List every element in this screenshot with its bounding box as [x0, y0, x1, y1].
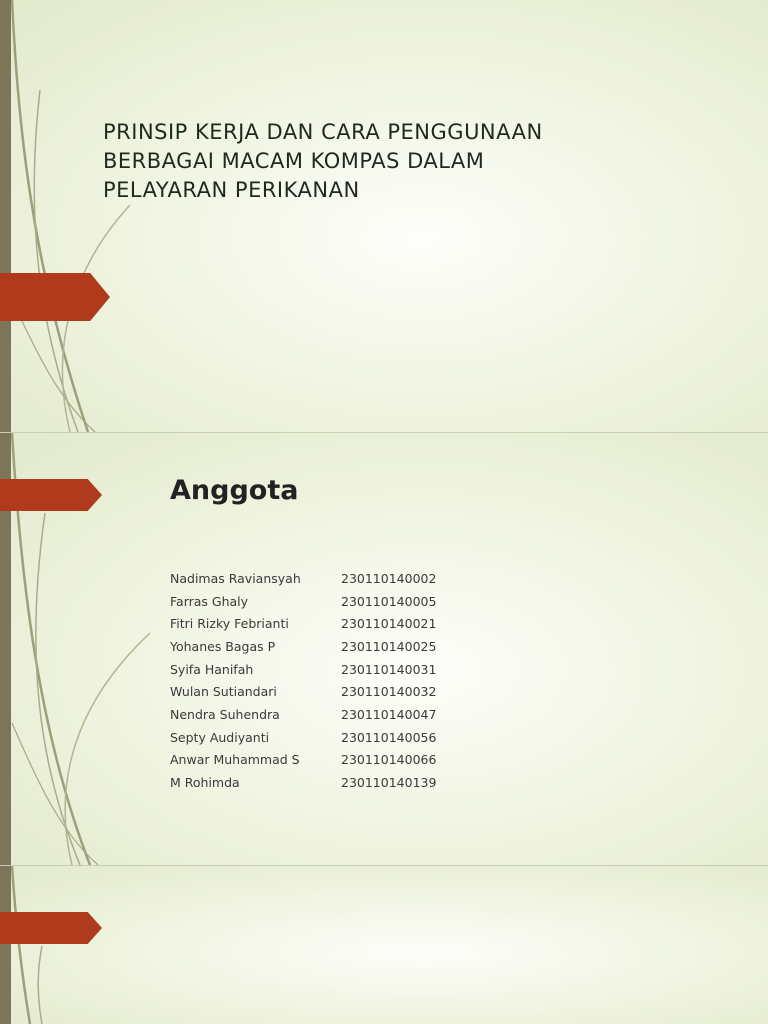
arrow-accent [0, 912, 102, 944]
members-heading: Anggota [170, 475, 299, 506]
member-name: Nadimas Raviansyah [170, 570, 301, 586]
member-row [170, 612, 490, 635]
members-slide [0, 433, 768, 865]
member-row [170, 635, 490, 658]
arrow-accent [0, 273, 110, 321]
member-id: 230110140025 [341, 638, 437, 654]
slide-title: PRINSIP KERJA DAN CARA PENGGUNAAN BERBAGAI MACAM KOMPAS DALAM PELAYARAN PERIKANAN [103, 120, 543, 202]
arrow-accent [0, 479, 102, 511]
member-name: Septy Audiyanti [170, 729, 270, 745]
member-list [170, 567, 490, 794]
member-row [170, 771, 490, 794]
member-name: Fitri Rizky Febrianti [170, 616, 289, 632]
member-name: Anwar Muhammad S [170, 752, 300, 768]
member-row [170, 726, 490, 749]
left-accent-bar [0, 0, 11, 432]
member-name: Yohanes Bagas P [170, 638, 276, 654]
member-id: 230110140066 [341, 752, 437, 768]
member-row [170, 703, 490, 726]
member-row [170, 749, 490, 772]
member-name: Syifa Hanifah [170, 661, 254, 677]
decorative-swoosh [0, 0, 200, 432]
member-name: Farras Ghaly [170, 593, 249, 609]
title-slide [0, 0, 768, 432]
member-name: Wulan Sutiandari [170, 684, 277, 700]
member-id: 230110140005 [341, 593, 437, 609]
member-row [170, 680, 490, 703]
decorative-swoosh [0, 866, 200, 1024]
member-id: 230110140056 [341, 729, 437, 745]
member-row [170, 567, 490, 590]
member-id: 230110140031 [341, 661, 437, 677]
next-slide [0, 866, 768, 1024]
member-row [170, 590, 490, 613]
member-name: M Rohimda [170, 775, 240, 791]
member-id: 230110140047 [341, 706, 437, 722]
member-row [170, 658, 490, 681]
member-id: 230110140139 [341, 775, 437, 791]
member-id: 230110140032 [341, 684, 437, 700]
member-id: 230110140002 [341, 570, 437, 586]
member-id: 230110140021 [341, 616, 437, 632]
left-accent-bar [0, 866, 11, 1024]
member-name: Nendra Suhendra [170, 706, 280, 722]
